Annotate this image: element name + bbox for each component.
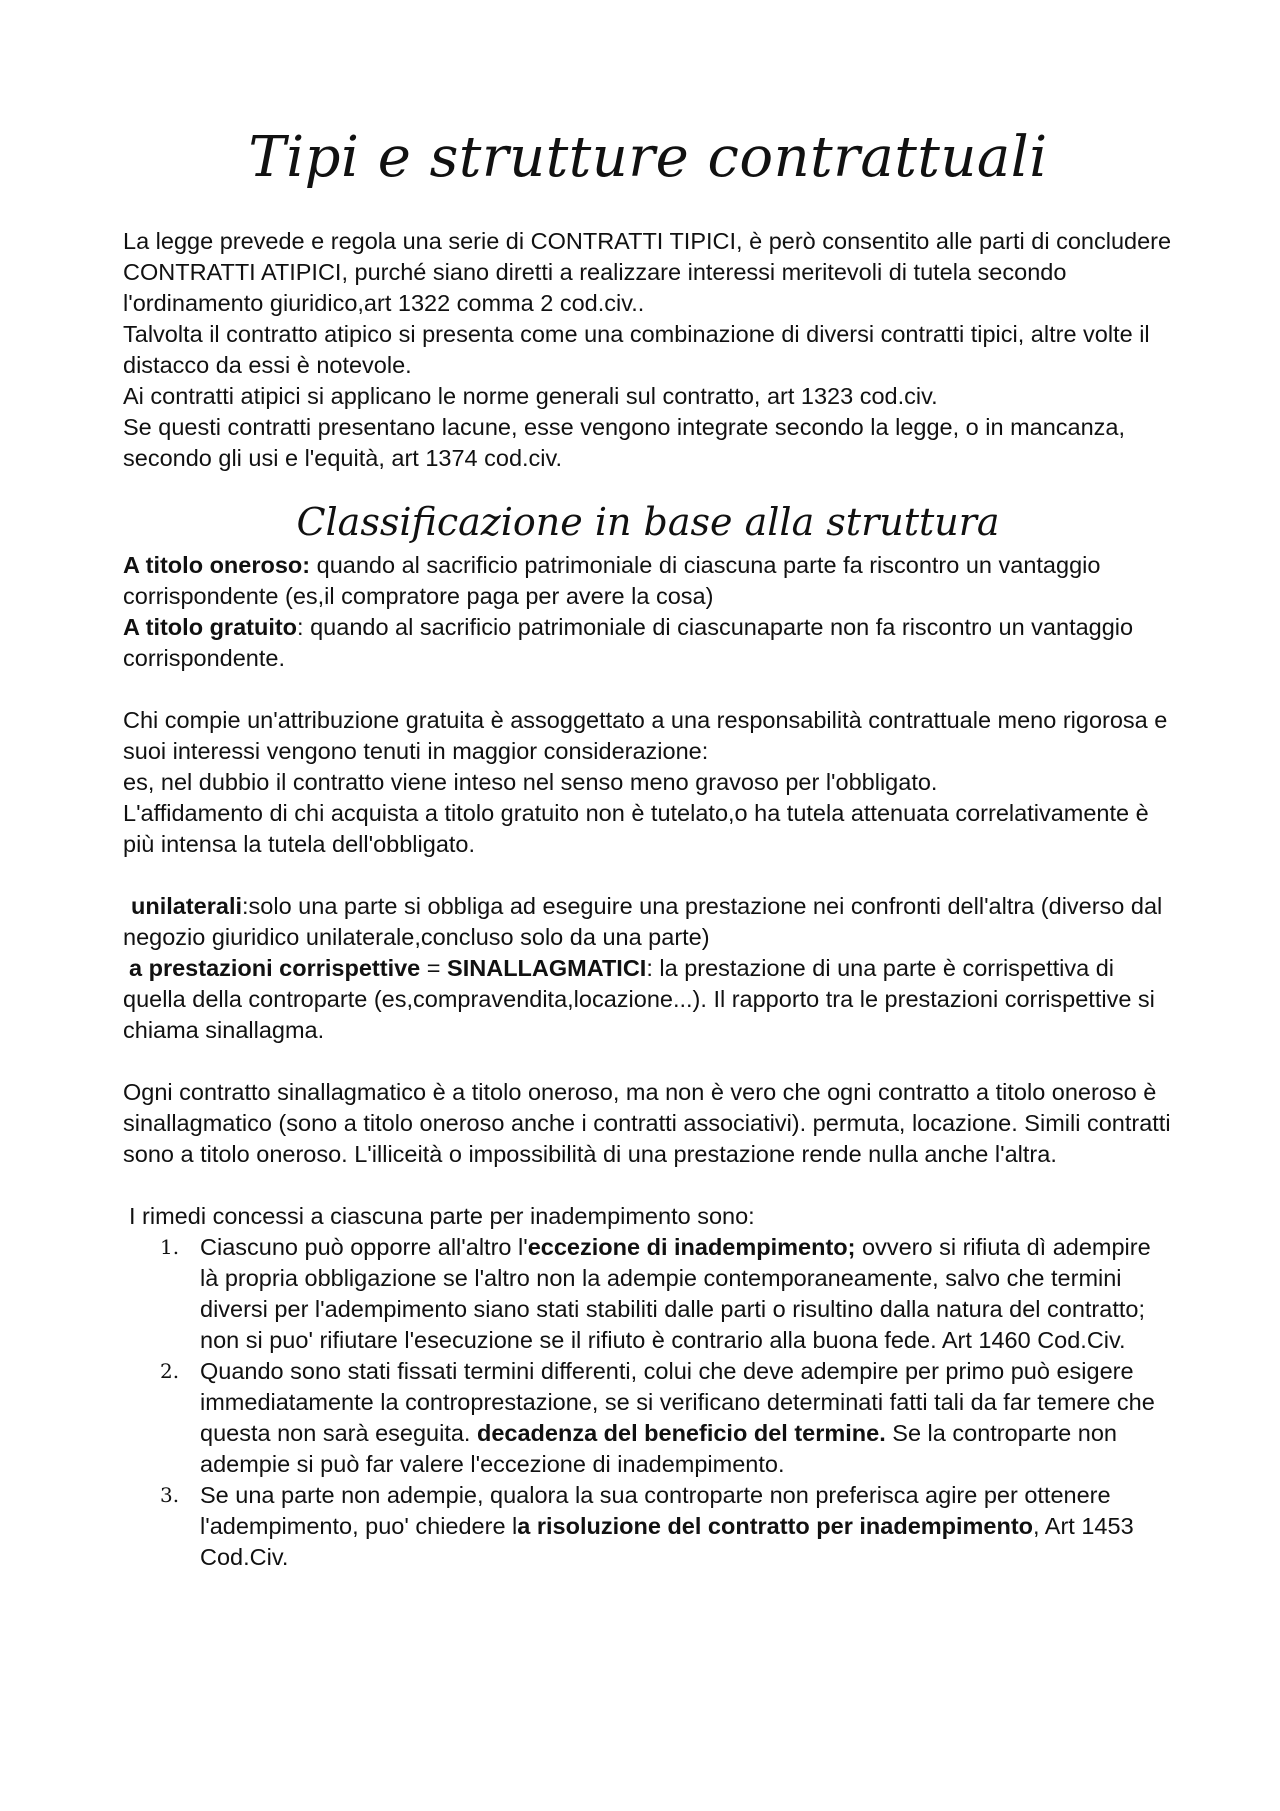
list-text: ovvero si rifiuta dì adempire là propria obbligazione se l'altro non la adempie contemporaneamente, salvo che termini diversi per l'adempimento siano stati stabiliti dalle parti o risultino dalla natura del contratto; non si puo' rifiutare l'esecuzione se il rifiuto è contrario alla buona fede. Art 1460 Cod.Civ. [200, 1234, 1151, 1353]
list-item [123, 1356, 1173, 1480]
definition-unilaterali [123, 891, 1173, 953]
definition-oneroso [123, 550, 1173, 612]
list-text: Se una parte non adempie, qualora la sua controparte non preferisca agire per ottenere l'adempimento, puo' chiedere l [200, 1482, 1111, 1539]
intro-section [123, 226, 1173, 474]
intro-paragraph: La legge prevede e regola una serie di CONTRATTI TIPICI, è però consentito alle parti di concludere CONTRATTI ATIPICI, purché siano diretti a realizzare interessi meritevoli di tutela secondo l'ordinamento giuridico,art 1322 comma 2 cod.civ.. [123, 228, 1172, 316]
gratuita-paragraph: es, nel dubbio il contratto viene inteso nel senso meno gravoso per l'obbligato. [123, 769, 938, 795]
term-unilaterali: unilaterali [131, 893, 243, 919]
list-text: Quando sono stati fissati termini differenti, colui che deve adempire per primo può esigere immediatamente la controprestazione, se si verificano determinati fatti tali da far temere che questa non sarà eseguita. [200, 1358, 1155, 1446]
definition-text: : la prestazione di una parte è corrispettiva di quella della controparte (es,compravendita,locazione...). Il rapporto tra le prestazioni corrispettive si chiama sinallagma. [123, 955, 1155, 1043]
spacer [123, 674, 1173, 705]
list-text: , Art 1453 Cod.Civ. [200, 1513, 1134, 1570]
intro-paragraph: Talvolta il contratto atipico si presenta come una combinazione di diversi contratti tipici, altre volte il distacco da essi è notevole. [123, 321, 1150, 378]
intro-paragraph: Ai contratti atipici si applicano le norme generali sul contratto, art 1323 cod.civ. [123, 383, 938, 409]
definition-text: : quando al sacrificio patrimoniale di ciascunaparte non fa riscontro un vantaggio corrispondente. [123, 614, 1134, 671]
list-bold-text: a risoluzione del contratto per inadempimento [517, 1513, 1034, 1539]
list-bold-text: eccezione di inadempimento; [527, 1234, 856, 1260]
spacer [123, 1170, 1173, 1201]
list-item [123, 1480, 1173, 1573]
list-text: Se la controparte non adempie si può far valere l'eccezione di inadempimento. [200, 1420, 1117, 1477]
list-text: Ciascuno può opporre all'altro l' [200, 1234, 528, 1260]
list-bold-text: decadenza del beneficio del termine. [476, 1420, 886, 1446]
list-number: 2. [160, 1359, 180, 1383]
section-heading: Classificazione in base alla struttura [296, 500, 1000, 544]
term-sinallagmatici: SINALLAGMATICI [447, 955, 647, 981]
definition-gratuito [123, 612, 1173, 674]
gratuita-paragraph: L'affidamento di chi acquista a titolo gratuito non è tutelato,o ha tutela attenuata correlativamente è più intensa la tutela dell'obbligato. [123, 800, 1149, 857]
list-item [123, 1232, 1173, 1356]
sinallagmatico-paragraph: Ogni contratto sinallagmatico è a titolo oneroso, ma non è vero che ogni contratto a titolo oneroso è sinallagmatico (sono a titolo oneroso anche i contratti associativi). permuta, locazione. Simili contratti sono a titolo oneroso. L'illiceità o impossibilità di una prestazione rende nulla anche l'altra. [123, 1079, 1171, 1167]
remedies-list [123, 1232, 1173, 1573]
page-title: Tipi e strutture contrattuali [248, 125, 1048, 190]
definition-text: :solo una parte si obbliga ad eseguire una prestazione nei confronti dell'altra (diverso dal negozio giuridico unilaterale,concluso solo da una parte) [123, 893, 1163, 950]
rimedi-intro: I rimedi concessi a ciascuna parte per inadempimento sono: [129, 1203, 755, 1229]
intro-paragraph: Se questi contratti presentano lacune, esse vengono integrate secondo la legge, o in mancanza, secondo gli usi e l'equità, art 1374 cod.civ. [123, 414, 1126, 471]
term-corrispettive: a prestazioni corrispettive [129, 955, 421, 981]
definition-corrispettive [123, 953, 1173, 1046]
gratuita-paragraph: Chi compie un'attribuzione gratuita è assoggettato a una responsabilità contrattuale meno rigorosa e suoi interessi vengono tenuti in maggior considerazione: [123, 707, 1168, 764]
spacer [123, 1046, 1173, 1077]
term-oneroso: A titolo oneroso: [123, 552, 311, 578]
equals-sign: = [420, 955, 448, 981]
spacer [123, 860, 1173, 891]
definition-text: quando al sacrificio patrimoniale di ciascuna parte fa riscontro un vantaggio corrispondente (es,il compratore paga per avere la cosa) [123, 552, 1101, 609]
term-gratuito: A titolo gratuito [123, 614, 298, 640]
list-number: 3. [160, 1483, 180, 1507]
list-number: 1. [160, 1235, 180, 1259]
document-body [123, 118, 1173, 1573]
